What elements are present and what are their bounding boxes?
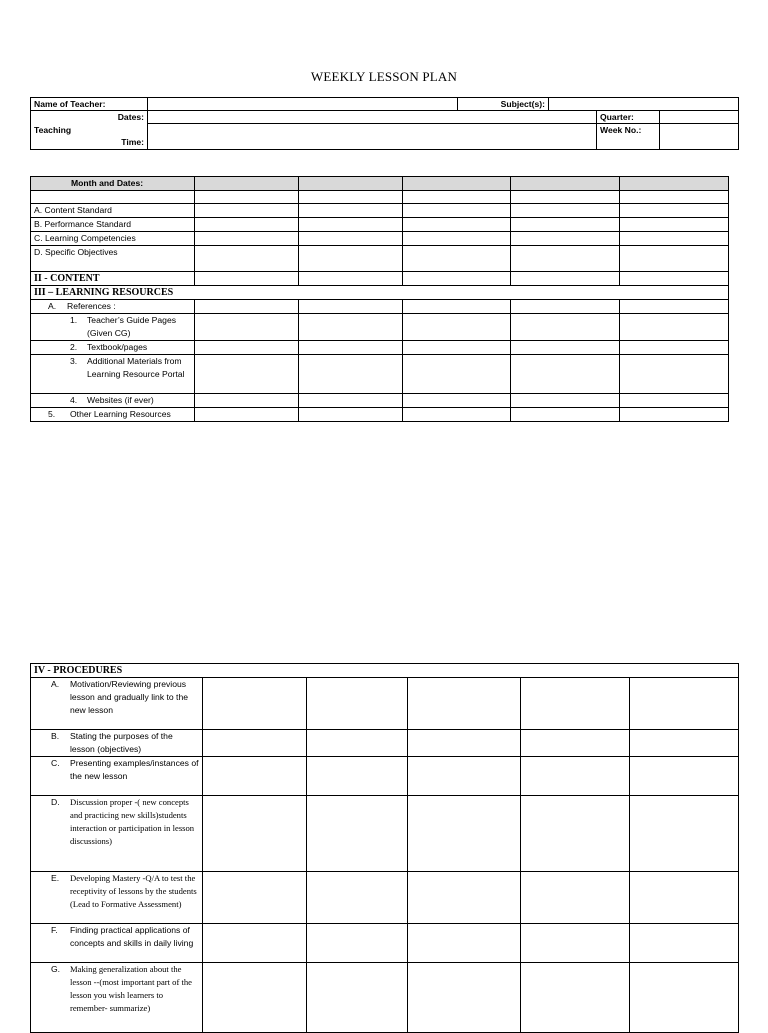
procedure-text: Presenting examples/instances of the new lesson xyxy=(70,758,199,781)
cell[interactable] xyxy=(630,924,739,963)
cell[interactable] xyxy=(403,355,511,394)
specific-objectives-label: D. Specific Objectives xyxy=(31,246,195,272)
procedure-item xyxy=(31,757,203,796)
cell[interactable] xyxy=(511,272,620,286)
procedure-item xyxy=(31,730,203,757)
teacher-name-field[interactable] xyxy=(148,98,458,111)
quarter-label: Quarter: xyxy=(597,111,660,124)
cell[interactable] xyxy=(511,232,620,246)
cell[interactable] xyxy=(521,796,630,872)
cell[interactable] xyxy=(195,204,299,218)
procedure-item xyxy=(31,924,203,963)
cell[interactable] xyxy=(511,341,620,355)
page-title: WEEKLY LESSON PLAN xyxy=(310,69,458,84)
cell[interactable] xyxy=(299,300,403,314)
cell[interactable] xyxy=(408,730,521,757)
cell[interactable] xyxy=(307,924,408,963)
cell[interactable] xyxy=(521,730,630,757)
cell[interactable] xyxy=(299,272,403,286)
cell[interactable] xyxy=(511,300,620,314)
procedure-text: Finding practical applications of concepts and skills in daily living xyxy=(70,925,194,948)
cell[interactable] xyxy=(307,872,408,924)
procedure-marker: E. xyxy=(51,873,60,883)
procedure-marker: B. xyxy=(51,731,60,741)
cell[interactable] xyxy=(630,872,739,924)
cell[interactable] xyxy=(403,300,511,314)
month-dates-label: Month and Dates: xyxy=(31,177,195,191)
websites-label xyxy=(31,394,195,408)
cell[interactable] xyxy=(620,408,729,422)
learning-competencies-label: C. Learning Competencies xyxy=(31,232,195,246)
cell[interactable] xyxy=(195,314,299,341)
ref-item-marker: 3. xyxy=(70,356,78,366)
cell[interactable] xyxy=(403,204,511,218)
cell[interactable] xyxy=(403,191,511,204)
cell[interactable] xyxy=(403,314,511,341)
cell[interactable] xyxy=(307,730,408,757)
procedures-heading: IV - PROCEDURES xyxy=(31,664,739,678)
cell[interactable] xyxy=(195,191,299,204)
cell[interactable] xyxy=(630,678,739,730)
ref-item-text: Textbook/pages xyxy=(87,342,148,352)
cell[interactable] xyxy=(620,191,729,204)
ref-item-marker: 4. xyxy=(70,395,78,405)
subject-field[interactable] xyxy=(549,98,739,111)
procedure-item xyxy=(31,872,203,924)
cell[interactable] xyxy=(195,341,299,355)
ref-item-marker: 2. xyxy=(70,342,78,352)
cell[interactable] xyxy=(511,355,620,394)
quarter-field[interactable] xyxy=(660,111,739,124)
cell[interactable] xyxy=(299,191,403,204)
content-section-heading: II - CONTENT xyxy=(31,272,195,286)
procedure-item xyxy=(31,963,203,1033)
procedure-marker: F. xyxy=(51,925,58,935)
cell[interactable] xyxy=(511,394,620,408)
cell[interactable] xyxy=(203,730,307,757)
cell[interactable] xyxy=(521,678,630,730)
cell[interactable] xyxy=(403,272,511,286)
procedure-item xyxy=(31,678,203,730)
cell[interactable] xyxy=(195,218,299,232)
procedure-marker: C. xyxy=(51,758,60,768)
ref-item-text: Additional Materials from Learning Resource Portal xyxy=(87,356,185,379)
cell[interactable] xyxy=(620,246,729,272)
procedure-text: Developing Mastery -Q/A to test the receptivity of lessons by the students (Lead to Formative Assessment) xyxy=(70,873,197,909)
procedures-table xyxy=(30,663,739,1033)
cell[interactable] xyxy=(521,757,630,796)
cell[interactable] xyxy=(307,757,408,796)
cell[interactable] xyxy=(403,232,511,246)
cell[interactable] xyxy=(203,963,307,1033)
cell[interactable] xyxy=(620,394,729,408)
cell[interactable] xyxy=(195,300,299,314)
procedure-item xyxy=(31,796,203,872)
subject-label: Subject(s): xyxy=(458,98,549,111)
cell[interactable] xyxy=(307,963,408,1033)
other-marker: 5. xyxy=(48,409,56,419)
cell[interactable] xyxy=(521,872,630,924)
cell[interactable] xyxy=(620,232,729,246)
cell[interactable] xyxy=(299,341,403,355)
cell[interactable] xyxy=(299,394,403,408)
lesson-plan-table xyxy=(30,176,729,422)
week-label: Week No.: xyxy=(597,124,660,150)
cell[interactable] xyxy=(203,796,307,872)
procedure-text: Motivation/Reviewing previous lesson and gradually link to the new lesson xyxy=(70,679,189,715)
cell[interactable] xyxy=(403,246,511,272)
textbook-label xyxy=(31,341,195,355)
cell[interactable] xyxy=(408,678,521,730)
cell[interactable] xyxy=(307,796,408,872)
cell[interactable] xyxy=(195,355,299,394)
cell[interactable] xyxy=(408,872,521,924)
cell[interactable] xyxy=(620,272,729,286)
blank-row xyxy=(31,191,195,204)
content-standard-label: A. Content Standard xyxy=(31,204,195,218)
cell[interactable] xyxy=(195,246,299,272)
cell[interactable] xyxy=(203,678,307,730)
cell[interactable] xyxy=(408,757,521,796)
cell[interactable] xyxy=(299,355,403,394)
ref-item-text: Teacher’s Guide Pages (Given CG) xyxy=(87,315,177,338)
references-text: References : xyxy=(67,301,116,311)
procedure-marker: A. xyxy=(51,679,60,689)
cell[interactable] xyxy=(630,730,739,757)
cell[interactable] xyxy=(620,341,729,355)
learning-resources-heading: III – LEARNING RESOURCES xyxy=(31,286,729,300)
procedure-text: Discussion proper -( new concepts and practicing new skills)students interaction or participation in lesson discussions) xyxy=(70,797,195,846)
additional-materials-label xyxy=(31,355,195,394)
cell[interactable] xyxy=(630,757,739,796)
cell[interactable] xyxy=(521,924,630,963)
cell[interactable] xyxy=(299,314,403,341)
cell[interactable] xyxy=(299,232,403,246)
cell[interactable] xyxy=(403,341,511,355)
teaching-label: Teaching xyxy=(34,124,72,135)
references-label xyxy=(31,300,195,314)
cell[interactable] xyxy=(195,408,299,422)
cell[interactable] xyxy=(403,394,511,408)
cell[interactable] xyxy=(299,246,403,272)
cell[interactable] xyxy=(299,218,403,232)
teacher-name-label: Name of Teacher: xyxy=(31,98,148,111)
day-cell[interactable] xyxy=(403,177,511,191)
cell[interactable] xyxy=(403,218,511,232)
cell[interactable] xyxy=(195,272,299,286)
ref-item-text: Websites (if ever) xyxy=(87,395,154,405)
cell[interactable] xyxy=(511,314,620,341)
cell[interactable] xyxy=(203,757,307,796)
ref-item-marker: 1. xyxy=(70,315,78,325)
time-field[interactable] xyxy=(148,124,597,150)
dates-field[interactable] xyxy=(148,111,597,124)
cell[interactable] xyxy=(620,355,729,394)
day-cell[interactable] xyxy=(195,177,299,191)
cell[interactable] xyxy=(408,963,521,1033)
cell[interactable] xyxy=(511,204,620,218)
cell[interactable] xyxy=(620,314,729,341)
other-text: Other Learning Resources xyxy=(70,409,171,419)
references-marker: A. xyxy=(48,301,57,311)
cell[interactable] xyxy=(511,246,620,272)
day-cell[interactable] xyxy=(511,177,620,191)
cell[interactable] xyxy=(630,796,739,872)
cell[interactable] xyxy=(195,232,299,246)
cell[interactable] xyxy=(511,191,620,204)
cell[interactable] xyxy=(307,678,408,730)
procedure-text: Stating the purposes of the lesson (objectives) xyxy=(70,731,173,754)
dates-label: Dates: xyxy=(31,111,148,124)
cell[interactable] xyxy=(630,963,739,1033)
cell[interactable] xyxy=(203,924,307,963)
day-cell[interactable] xyxy=(620,177,729,191)
cell[interactable] xyxy=(511,218,620,232)
cell[interactable] xyxy=(620,300,729,314)
procedure-marker: D. xyxy=(51,797,60,807)
teacher-info-table xyxy=(30,97,739,150)
cell[interactable] xyxy=(203,872,307,924)
cell[interactable] xyxy=(521,963,630,1033)
teachers-guide-label xyxy=(31,314,195,341)
performance-standard-label: B. Performance Standard xyxy=(31,218,195,232)
week-field[interactable] xyxy=(660,124,739,150)
procedure-marker: G. xyxy=(51,964,61,974)
cell[interactable] xyxy=(620,204,729,218)
cell[interactable] xyxy=(403,408,511,422)
other-resources-label xyxy=(31,408,195,422)
cell[interactable] xyxy=(511,408,620,422)
cell[interactable] xyxy=(299,204,403,218)
procedure-text: Making generalization about the lesson --(most important part of the lesson you wish learners to remember- summarize) xyxy=(70,964,192,1013)
cell[interactable] xyxy=(195,394,299,408)
time-label: Time: xyxy=(121,136,144,147)
cell[interactable] xyxy=(408,924,521,963)
teaching-time-label xyxy=(31,124,148,150)
day-cell[interactable] xyxy=(299,177,403,191)
cell[interactable] xyxy=(620,218,729,232)
cell[interactable] xyxy=(408,796,521,872)
cell[interactable] xyxy=(299,408,403,422)
